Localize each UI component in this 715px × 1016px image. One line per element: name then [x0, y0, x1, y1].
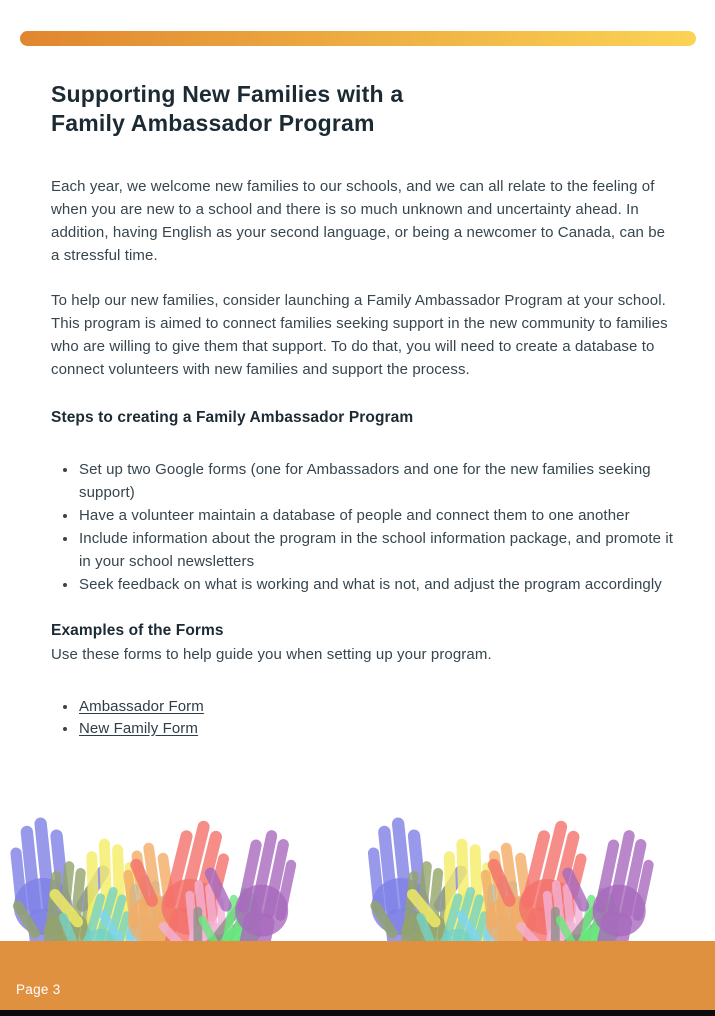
step-item: • Seek feedback on what is working and what is not, and adjust the program accordingly — [78, 573, 675, 596]
new-family-form-link[interactable]: New Family Form — [79, 720, 199, 737]
examples-intro: Use these forms to help guide you when setting up your program. — [51, 646, 492, 663]
list-item — [78, 718, 675, 740]
list-item — [78, 696, 675, 718]
page-content — [51, 80, 675, 740]
top-accent-bar — [20, 31, 696, 46]
links-list — [51, 696, 675, 740]
page-title-line2: Family Ambassador Program — [51, 110, 375, 136]
page-title — [51, 80, 675, 138]
steps-heading: Steps to creating a Family Ambassador Program — [51, 409, 414, 426]
page-title-line1: Supporting New Families with a — [51, 81, 404, 107]
step-item: • Set up two Google forms (one for Ambassadors and one for the new families seeking support) — [78, 458, 675, 504]
step-item: • Include information about the program in the school information package, and promote it in your school newsletters — [78, 527, 675, 573]
bottom-strip — [0, 1010, 715, 1016]
page-number: Page 3 — [16, 982, 61, 997]
page-footer — [0, 941, 715, 1010]
ambassador-form-link[interactable]: Ambassador Form — [79, 698, 204, 715]
hands-tile-2 — [353, 811, 662, 941]
steps-list — [51, 458, 675, 596]
raised-hands-illustration — [0, 811, 715, 941]
hands-tile-1 — [0, 811, 304, 941]
step-item: • Have a volunteer maintain a database of people and connect them to one another — [78, 504, 675, 527]
accent-bar-shape — [20, 31, 696, 46]
intro-paragraph: Each year, we welcome new families to our schools, and we can all relate to the feeling of when you are new to a school and there is so much unknown and uncertainty ahead. In addition, having English as your second language, or being a newcomer to Canada, can be a stressful time. — [51, 178, 666, 264]
examples-heading: Examples of the Forms — [51, 622, 224, 639]
program-paragraph: To help our new families, consider launching a Family Ambassador Program at your school. This program is aimed to connect families seeking support in the new community to families who are willing to give them that support. To do that, you will need to create a database to connect volunteers with new families and support the process. — [51, 292, 668, 378]
